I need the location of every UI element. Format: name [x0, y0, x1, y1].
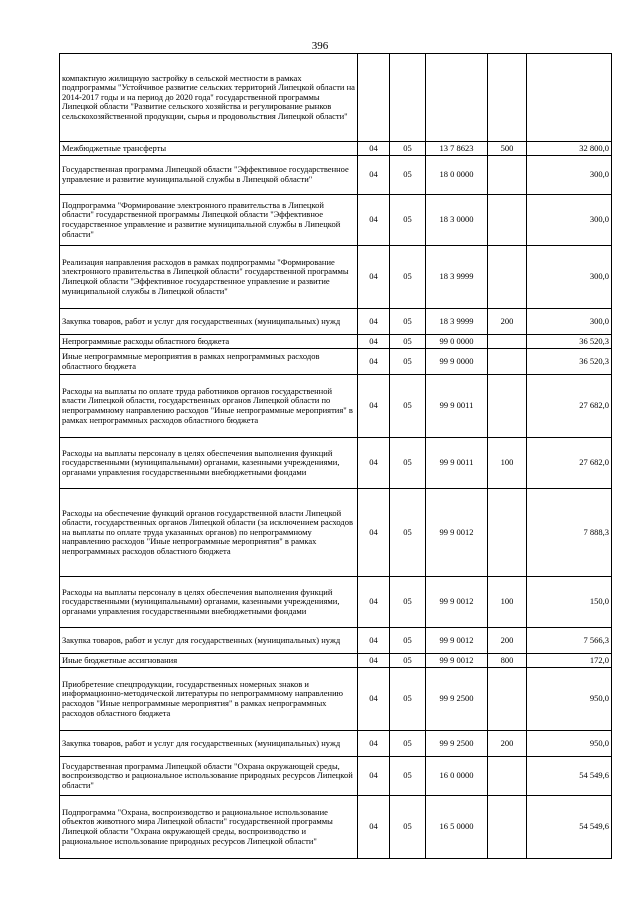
row-section: 04	[358, 375, 390, 438]
row-amount: 54 549,6	[527, 757, 612, 796]
table-row	[60, 654, 612, 668]
table-row	[60, 246, 612, 309]
row-subsection: 05	[390, 796, 426, 859]
row-subsection: 05	[390, 731, 426, 757]
row-subsection: 05	[390, 654, 426, 668]
row-name: компактную жилищную застройку в сельской местности в рамках подпрограммы "Устойчивое развитие сельских территорий Липецкой области на 2014-2017 годы и на период до 2020 года" государственной программы Липецкой области "Развитие сельского хозяйства и регулирование рынков сельскохозяйственной продукции, сырья и продовольствия Липецкой области"	[60, 54, 358, 142]
row-amount: 36 520,3	[527, 349, 612, 375]
row-expense-type: 500	[488, 142, 527, 156]
row-section: 04	[358, 489, 390, 577]
row-target-code: 99 9 0011	[426, 375, 488, 438]
row-name: Закупка товаров, работ и услуг для государственных (муниципальных) нужд	[60, 628, 358, 654]
row-subsection: 05	[390, 142, 426, 156]
row-expense-type	[488, 195, 527, 246]
row-target-code: 16 0 0000	[426, 757, 488, 796]
row-expense-type: 200	[488, 628, 527, 654]
row-section	[358, 54, 390, 142]
row-section: 04	[358, 731, 390, 757]
table-row	[60, 195, 612, 246]
row-subsection: 05	[390, 438, 426, 489]
row-expense-type	[488, 489, 527, 577]
row-amount	[527, 54, 612, 142]
row-name: Иные непрограммные мероприятия в рамках непрограммных расходов областного бюджета	[60, 349, 358, 375]
row-amount: 300,0	[527, 309, 612, 335]
row-name: Государственная программа Липецкой области "Эффективное государственное управление и развитие муниципальной службы в Липецкой области"	[60, 156, 358, 195]
row-amount: 172,0	[527, 654, 612, 668]
row-expense-type: 200	[488, 731, 527, 757]
row-section: 04	[358, 246, 390, 309]
row-subsection: 05	[390, 628, 426, 654]
row-target-code: 16 5 0000	[426, 796, 488, 859]
page-number: 396	[311, 40, 329, 52]
row-section: 04	[358, 577, 390, 628]
row-name: Иные бюджетные ассигнования	[60, 654, 358, 668]
row-expense-type	[488, 349, 527, 375]
row-section: 04	[358, 628, 390, 654]
table-row	[60, 731, 612, 757]
row-amount: 150,0	[527, 577, 612, 628]
row-name: Межбюджетные трансферты	[60, 142, 358, 156]
row-amount: 300,0	[527, 195, 612, 246]
row-target-code: 18 3 9999	[426, 246, 488, 309]
row-section: 04	[358, 156, 390, 195]
row-amount: 7 888,3	[527, 489, 612, 577]
row-amount: 300,0	[527, 156, 612, 195]
row-section: 04	[358, 142, 390, 156]
row-target-code: 99 9 0012	[426, 628, 488, 654]
row-expense-type	[488, 375, 527, 438]
row-expense-type: 100	[488, 438, 527, 489]
row-target-code: 99 9 0012	[426, 489, 488, 577]
row-subsection: 05	[390, 349, 426, 375]
table-row	[60, 668, 612, 731]
row-section: 04	[358, 195, 390, 246]
row-subsection: 05	[390, 156, 426, 195]
row-subsection: 05	[390, 309, 426, 335]
row-name: Расходы на выплаты по оплате труда работников органов государственной власти Липецкой области, государственных органов Липецкой области по непрограммному направлению расходов "Иные непрограммные мероприятия" в рамках непрограммных расходов областного бюджета	[60, 375, 358, 438]
row-subsection: 05	[390, 668, 426, 731]
row-target-code: 99 9 0011	[426, 438, 488, 489]
row-target-code: 99 9 0000	[426, 349, 488, 375]
row-section: 04	[358, 335, 390, 349]
row-name: Государственная программа Липецкой области "Охрана окружающей среды, воспроизводство и рациональное использование природных ресурсов Липецкой области"	[60, 757, 358, 796]
row-name: Реализация направления расходов в рамках подпрограммы "Формирование электронного правительства в Липецкой области" государственной программы Липецкой области "Эффективное государственное управление и развитие муниципальной службы в Липецкой области"	[60, 246, 358, 309]
row-expense-type	[488, 668, 527, 731]
table-row	[60, 349, 612, 375]
row-target-code: 99 9 0012	[426, 577, 488, 628]
row-target-code: 18 0 0000	[426, 156, 488, 195]
table-row	[60, 156, 612, 195]
row-section: 04	[358, 654, 390, 668]
table-row	[60, 628, 612, 654]
table-row	[60, 757, 612, 796]
row-amount: 7 566,3	[527, 628, 612, 654]
budget-table	[59, 53, 612, 859]
table-row	[60, 438, 612, 489]
row-section: 04	[358, 438, 390, 489]
row-amount: 950,0	[527, 668, 612, 731]
row-amount: 27 682,0	[527, 438, 612, 489]
row-amount: 54 549,6	[527, 796, 612, 859]
row-amount: 32 800,0	[527, 142, 612, 156]
row-name: Приобретение спецпродукции, государственных номерных знаков и информационно-методической литературы по непрограммному направлению расходов "Иные непрограммные мероприятия" в рамках непрограммных расходов областного бюджета	[60, 668, 358, 731]
row-name: Расходы на выплаты персоналу в целях обеспечения выполнения функций государственными (муниципальными) органами, казенными учреждениями, органами управления государственными внебюджетными фондами	[60, 438, 358, 489]
row-name: Расходы на обеспечение функций органов государственной власти Липецкой области, государственных органов Липецкой области (за исключением расходов на выплаты по оплате труда указанных органов) по непрограммному направлению расходов "Иные непрограммные мероприятия" в рамках непрограммных расходов областного бюджета	[60, 489, 358, 577]
table-row	[60, 375, 612, 438]
row-expense-type	[488, 156, 527, 195]
row-target-code: 13 7 8623	[426, 142, 488, 156]
row-expense-type	[488, 757, 527, 796]
row-subsection	[390, 54, 426, 142]
row-name: Расходы на выплаты персоналу в целях обеспечения выполнения функций государственными (муниципальными) органами, казенными учреждениями, органами управления государственными внебюджетными фондами	[60, 577, 358, 628]
row-section: 04	[358, 309, 390, 335]
row-expense-type	[488, 54, 527, 142]
row-subsection: 05	[390, 577, 426, 628]
row-target-code: 99 9 2500	[426, 731, 488, 757]
row-expense-type	[488, 796, 527, 859]
row-subsection: 05	[390, 335, 426, 349]
table-row	[60, 54, 612, 142]
row-expense-type	[488, 335, 527, 349]
row-section: 04	[358, 668, 390, 731]
row-target-code: 99 0 0000	[426, 335, 488, 349]
table-row	[60, 142, 612, 156]
row-amount: 300,0	[527, 246, 612, 309]
row-target-code: 99 9 0012	[426, 654, 488, 668]
row-expense-type: 100	[488, 577, 527, 628]
row-target-code: 18 3 9999	[426, 309, 488, 335]
row-name: Непрограммные расходы областного бюджета	[60, 335, 358, 349]
row-amount: 36 520,3	[527, 335, 612, 349]
row-expense-type: 800	[488, 654, 527, 668]
table-row	[60, 489, 612, 577]
row-subsection: 05	[390, 195, 426, 246]
row-section: 04	[358, 796, 390, 859]
row-subsection: 05	[390, 489, 426, 577]
row-subsection: 05	[390, 246, 426, 309]
row-name: Подпрограмма "Охрана, воспроизводство и рациональное использование объектов животного мира Липецкой области" государственной программы Липецкой области "Охрана окружающей среды, воспроизводство и рациональное использование природных ресурсов Липецкой области"	[60, 796, 358, 859]
table-row	[60, 577, 612, 628]
row-expense-type	[488, 246, 527, 309]
row-section: 04	[358, 349, 390, 375]
row-name: Закупка товаров, работ и услуг для государственных (муниципальных) нужд	[60, 309, 358, 335]
row-expense-type: 200	[488, 309, 527, 335]
row-subsection: 05	[390, 375, 426, 438]
row-section: 04	[358, 757, 390, 796]
table-row	[60, 335, 612, 349]
row-subsection: 05	[390, 757, 426, 796]
row-amount: 27 682,0	[527, 375, 612, 438]
row-name: Закупка товаров, работ и услуг для государственных (муниципальных) нужд	[60, 731, 358, 757]
row-target-code	[426, 54, 488, 142]
table-row	[60, 309, 612, 335]
table-row	[60, 796, 612, 859]
row-amount: 950,0	[527, 731, 612, 757]
row-target-code: 99 9 2500	[426, 668, 488, 731]
row-name: Подпрограмма "Формирование электронного правительства в Липецкой области" государственной программы Липецкой области "Эффективное государственное управление и развитие муниципальной службы в Липецкой области"	[60, 195, 358, 246]
row-target-code: 18 3 0000	[426, 195, 488, 246]
